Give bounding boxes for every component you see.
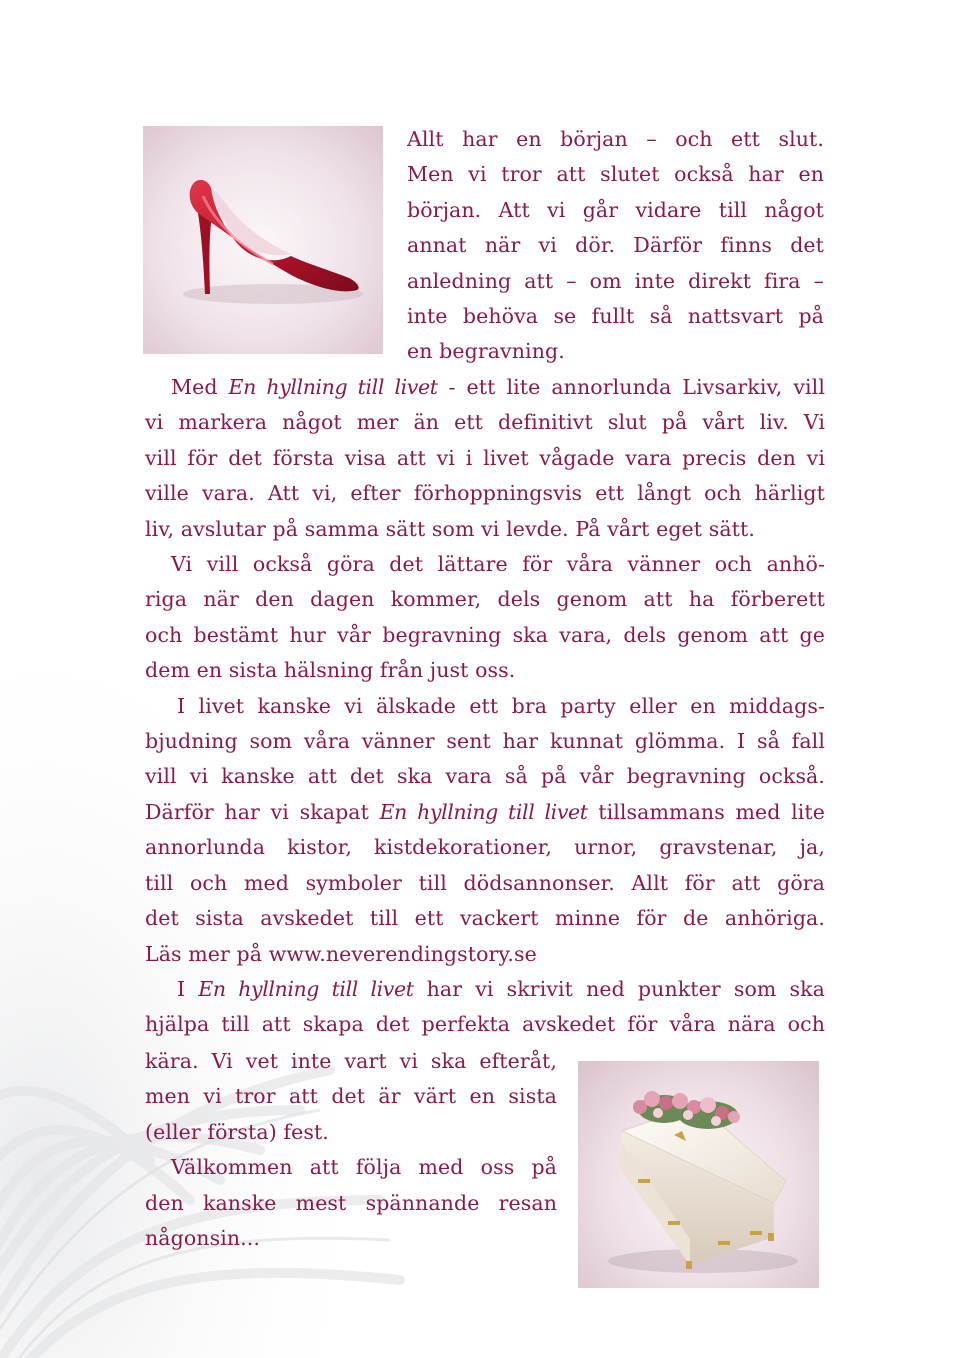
text-line: det sista avskedet till ett vackert minne för de anhöriga. <box>145 906 825 931</box>
closing-paragraph <box>145 1044 557 1256</box>
text-run: Med <box>171 375 229 399</box>
text-run: Därför har vi skapat <box>145 799 380 824</box>
text-line: riga när den dagen kommer, dels genom att ha förberett <box>145 587 825 612</box>
text-line: annat när vi dör. Därför finns det <box>407 233 824 258</box>
product-title: En hyllning till livet <box>228 375 438 399</box>
product-title: En hyllning till livet <box>198 976 414 1001</box>
main-body-text <box>145 370 825 1043</box>
text-run: I <box>177 976 199 1001</box>
text-run: har vi skrivit ned punkter som ska <box>413 976 825 1001</box>
text-run: - ett lite annorlunda Livsarkiv, vill <box>437 375 825 399</box>
red-high-heel-icon <box>143 126 383 354</box>
text-line: och bestämt hur vår begravning ska vara, dels genom att ge <box>145 622 825 647</box>
text-line: men vi tror att det är värt en sista <box>145 1084 557 1109</box>
intro-paragraph <box>407 122 824 370</box>
text-line: början. Att vi går vidare till något <box>407 197 824 222</box>
text-line: bjudning som våra vänner sent har kunnat glömma. I så fall <box>145 729 825 754</box>
text-line: vi markera något mer än ett definitivt slut på vårt liv. Vi <box>145 410 825 435</box>
text-line: Allt har en början – och ett slut. <box>407 127 824 151</box>
text-line: en begravning. <box>407 339 565 364</box>
text-line: den kanske mest spännande resan <box>145 1190 557 1215</box>
text-line <box>145 795 825 830</box>
red-shoe-image <box>143 126 383 354</box>
coffin-image <box>578 1061 819 1288</box>
text-line: någonsin... <box>145 1226 261 1251</box>
text-line: I livet kanske vi älskade ett bra party eller en middags- <box>177 693 825 718</box>
product-title: En hyllning till livet <box>379 799 588 824</box>
text-line: kära. Vi vet inte vart vi ska efteråt, <box>145 1049 557 1073</box>
text-line <box>145 972 825 1007</box>
text-line: liv, avslutar på samma sätt som vi levde. På vårt eget sätt. <box>145 516 755 541</box>
text-line: anledning att – om inte direkt fira – <box>407 268 824 293</box>
text-line: Men vi tror att slutet också har en <box>407 162 824 187</box>
text-line: till och med symboler till dödsannonser. Allt för att göra <box>145 870 825 895</box>
website-line: Läs mer på www.neverendingstory.se <box>145 941 537 966</box>
text-line: vill vi kanske att det ska vara så på vår begravning också. <box>145 764 825 789</box>
text-line: inte behöva se fullt så nattsvart på <box>407 304 824 329</box>
text-line: Välkommen att följa med oss på <box>171 1155 557 1180</box>
text-line <box>145 370 825 405</box>
text-run: tillsammans med lite <box>587 799 825 824</box>
text-line: annorlunda kistor, kistdekorationer, urnor, gravstenar, ja, <box>145 835 825 860</box>
white-coffin-icon <box>578 1061 819 1288</box>
text-line: hjälpa till att skapa det perfekta avskedet för våra nära och <box>145 1012 825 1037</box>
text-line: Vi vill också göra det lättare för våra vänner och anhö- <box>171 552 825 577</box>
text-line: dem en sista hälsning från just oss. <box>145 658 516 683</box>
text-line: vill för det första visa att vi i livet vågade vara precis den vi <box>145 445 825 470</box>
text-line: ville vara. Att vi, efter förhoppningsvis ett långt och härligt <box>145 481 825 506</box>
text-line: (eller första) fest. <box>145 1119 329 1144</box>
